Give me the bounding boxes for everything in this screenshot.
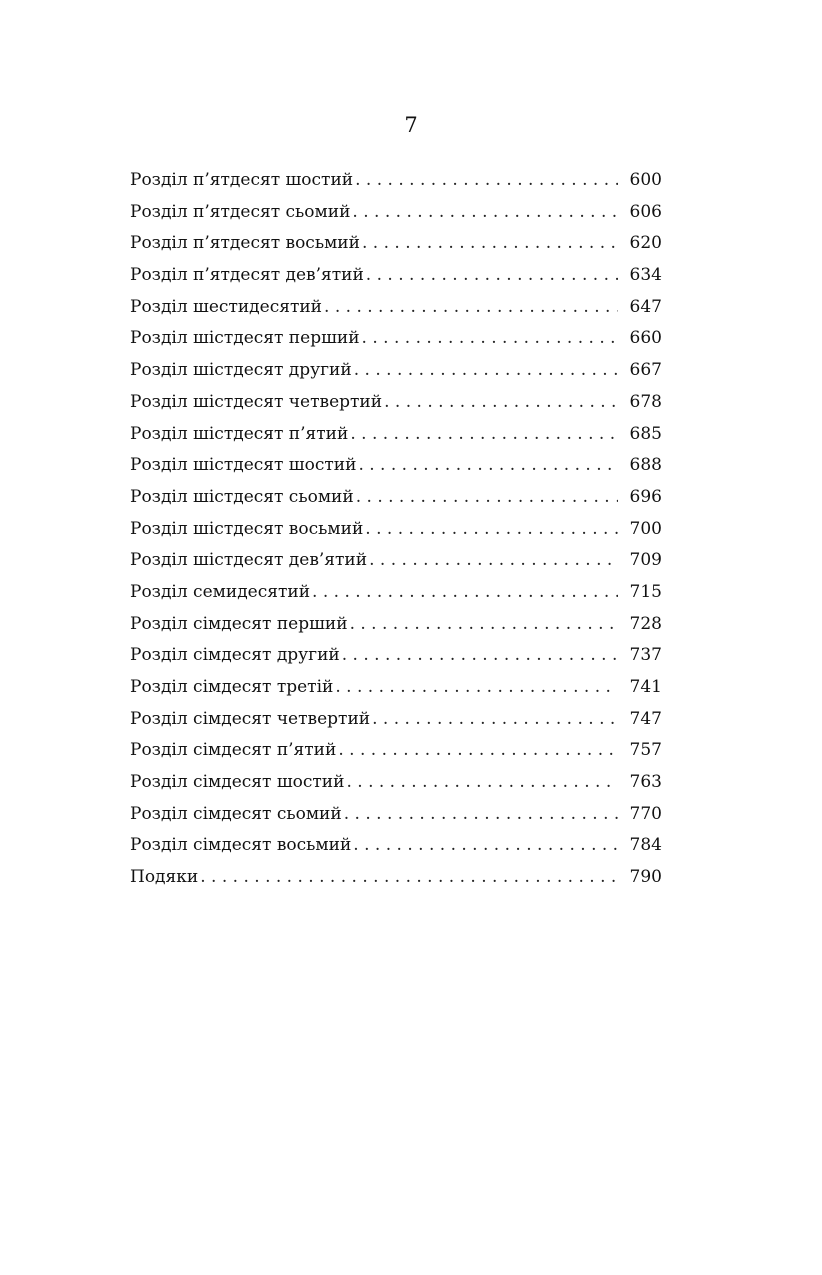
toc-entry-page: 763 [629,772,662,793]
toc-entry-title: Розділ шістдесят дев’ятий [130,550,368,571]
toc-entry-page: 757 [629,740,662,761]
toc-entry [130,323,662,355]
dot-leader [342,640,618,672]
toc-entry-page: 660 [629,328,662,349]
dot-leader [362,228,618,260]
toc-entry-title: Розділ шістдесят шостий [130,455,357,476]
toc-entry-page: 620 [629,233,662,254]
toc-entry-page: 770 [629,803,662,824]
dot-leader [335,672,618,704]
toc-entry-page: 737 [629,645,662,666]
toc-entry-title: Розділ сімдесят восьмий [130,835,352,856]
dot-leader [338,735,618,767]
toc-entry-title: Розділ п’ятдесят дев’ятий [130,265,364,286]
toc-entry-title: Розділ сімдесят шостий [130,772,345,793]
toc-entry [130,292,662,324]
toc-entry-title: Розділ сімдесят перший [130,613,348,634]
dot-leader [369,545,618,577]
toc-entry [130,450,662,482]
toc-entry-page: 741 [629,677,662,697]
toc-entry [130,672,662,704]
toc-entry [130,577,662,609]
toc-entry-page: 600 [629,170,662,190]
dot-leader [366,260,618,292]
toc-entry [130,704,662,736]
toc-entry-page: 647 [629,296,662,317]
toc-entry [130,799,662,831]
toc-entry [130,830,662,862]
toc-entry-page: 747 [629,708,662,729]
dot-leader [356,482,618,514]
toc-entry-page: 715 [629,581,662,602]
toc-entry-page: 728 [629,613,662,634]
toc-entry [130,165,662,197]
toc-entry-title: Розділ шістдесят восьмий [130,518,364,539]
dot-leader [312,577,618,609]
dot-leader [344,799,618,831]
toc-entry-page: 696 [629,486,662,507]
toc-entry-page: 634 [629,265,662,286]
dot-leader [354,355,618,387]
page-number: 7 [404,113,418,137]
toc-entry [130,767,662,799]
toc-entry-page: 790 [629,867,662,888]
toc-entry-title: Подяки [130,867,199,888]
toc-entry-title: Розділ п’ятдесят сьомий [130,201,351,222]
toc-entry [130,640,662,672]
dot-leader [350,609,618,641]
dot-leader [346,767,618,799]
dot-leader [353,830,618,862]
toc-entry-title: Розділ шістдесят сьомий [130,486,354,507]
toc-entry-title: Розділ шістдесят п’ятий [130,423,349,444]
dot-leader [365,514,618,546]
toc-entry [130,862,662,894]
dot-leader [355,165,618,197]
toc-entry-title: Розділ п’ятдесят шостий [130,170,354,190]
toc-entry [130,609,662,641]
toc-entry-title: Розділ семидесятий [130,581,311,602]
dot-leader [384,387,618,419]
toc-entry [130,735,662,767]
dot-leader [324,292,618,324]
toc-entry-page: 700 [629,518,662,539]
toc-entry-page: 685 [629,423,662,444]
toc-entry-title: Розділ шістдесят другий [130,360,352,381]
toc-entry-title: Розділ сімдесят третій [130,677,334,697]
dot-leader [352,197,618,229]
toc-entry [130,482,662,514]
table-of-contents [130,165,662,894]
toc-entry [130,387,662,419]
dot-leader [350,419,618,451]
toc-entry-title: Розділ сімдесят другий [130,645,340,666]
dot-leader [358,450,618,482]
toc-entry-title: Розділ сімдесят п’ятий [130,740,337,761]
toc-entry [130,197,662,229]
toc-entry-title: Розділ шістдесят перший [130,328,360,349]
toc-entry-page: 688 [629,455,662,476]
toc-entry [130,514,662,546]
toc-entry-title: Розділ шістдесят четвертий [130,391,383,412]
toc-entry [130,355,662,387]
toc-entry-page: 678 [629,391,662,412]
toc-entry-page: 606 [629,201,662,222]
toc-entry-title: Розділ сімдесят сьомий [130,803,342,824]
toc-entry-title: Розділ п’ятдесят восьмий [130,233,360,254]
toc-entry-title: Розділ шестидесятий [130,296,323,317]
toc-entry [130,545,662,577]
dot-leader [362,323,618,355]
toc-entry [130,260,662,292]
toc-entry-title: Розділ сімдесят четвертий [130,708,371,729]
dot-leader [200,862,618,894]
toc-entry [130,228,662,260]
dot-leader [372,704,618,736]
toc-entry-page: 709 [629,550,662,571]
toc-entry-page: 784 [629,835,662,856]
toc-entry [130,419,662,451]
toc-entry-page: 667 [629,360,662,381]
